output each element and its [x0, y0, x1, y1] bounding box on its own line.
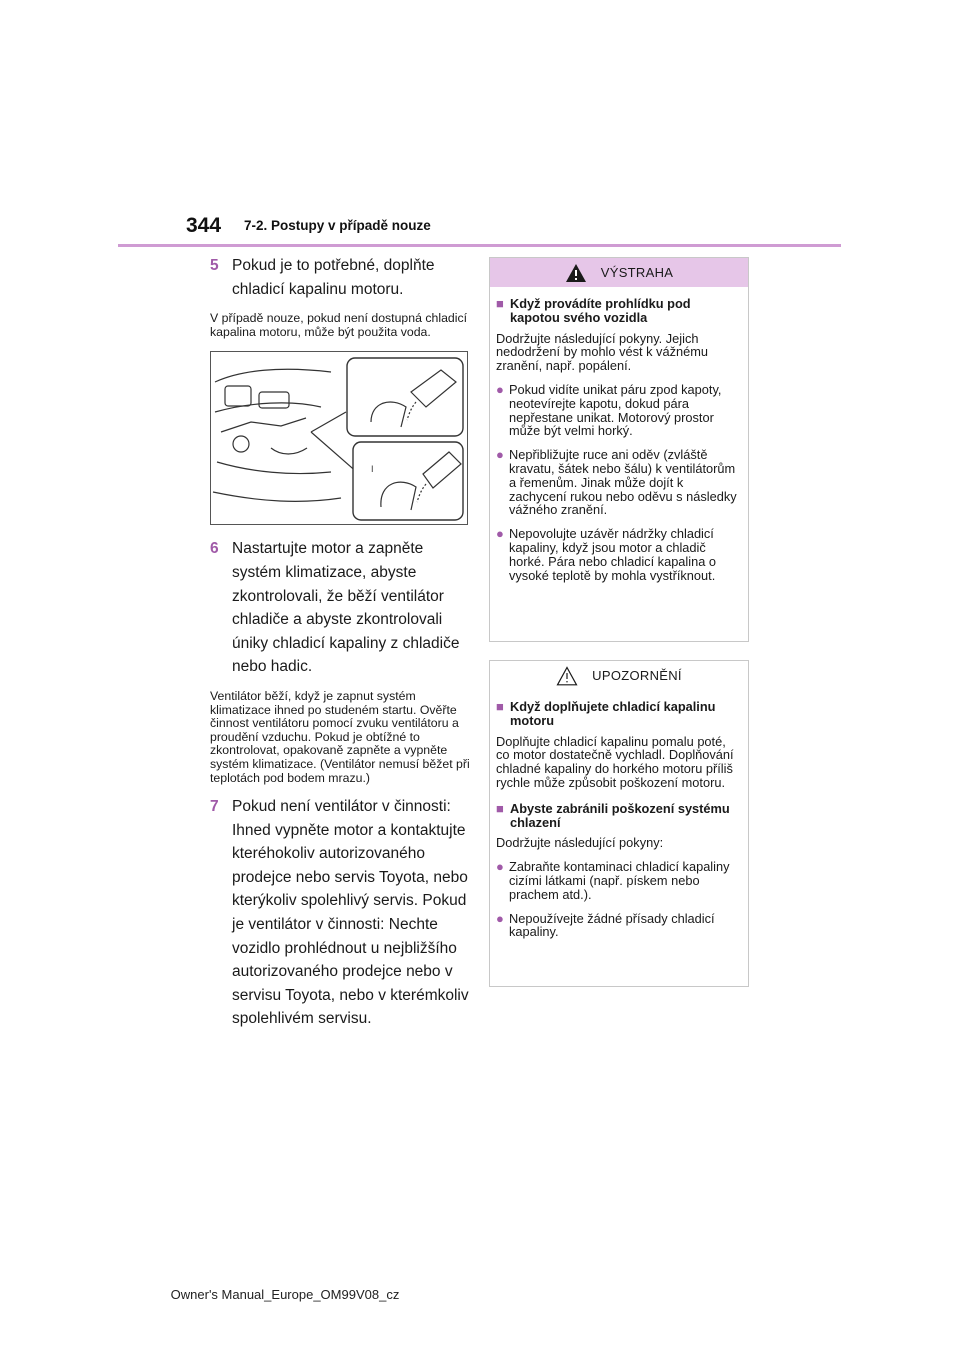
caution-triangle-icon	[556, 666, 578, 686]
square-bullet-icon: ■	[496, 699, 504, 714]
footer: Owner's Manual_Europe_OM99V08_cz	[170, 1287, 400, 1302]
round-bullet-icon: ●	[496, 381, 504, 397]
caution-paragraph: Dodržujte následující pokyny:	[496, 835, 664, 851]
step-number: 5	[210, 257, 219, 274]
warning-title: VÝSTRAHA	[600, 265, 674, 280]
caution-title: UPOZORNĚNÍ	[592, 668, 682, 683]
round-bullet-icon: ●	[496, 910, 504, 926]
round-bullet-icon: ●	[496, 859, 504, 875]
step-text: Pokud není ventilátor v činnosti: Ihned vypněte motor a kontaktujte kteréhokoliv autorizovaného prodejce nebo servis Toyota, nebo kterýkoliv spolehlivý servis. Pokud je ventilátor v činnosti: Nechte vozidlo prohlédnout u nejbližšího autorizovaného prodejce nebo v servisu Toyota, nebo v kterémkoliv spolehlivém servisu.	[232, 798, 469, 1028]
page-number: 344	[186, 214, 222, 237]
engine-bay-drawing	[211, 352, 467, 524]
step-5-note: V případě nouze, pokud není dostupná chladicí kapalina motoru, může být použita voda.	[210, 311, 468, 339]
instructions-column	[210, 254, 470, 1031]
round-bullet-icon: ●	[496, 447, 504, 463]
caution-header	[490, 661, 748, 690]
caution-subheading: ■ Když doplňujete chladicí kapalinu motoru	[496, 699, 716, 728]
step-text: Pokud je to potřebné, doplňte chladicí kapalinu motoru.	[232, 257, 435, 298]
caution-subheading: ■ Abyste zabránili poškození systému chlazení	[496, 800, 730, 830]
section-title: 7-2. Postupy v případě nouze	[244, 218, 431, 233]
step-text: Nastartujte motor a zapněte systém klimatizace, abyste zkontrolovali, že běží ventilátor chladiče a abyste zkontrolovali úniky chladicí kapaliny z chladiče nebo hadic.	[232, 540, 460, 676]
caution-item: ● Zabraňte kontaminaci chladicí kapaliny cizími látkami (např. pískem nebo prachem atd.).	[496, 859, 730, 902]
step-6-note: Ventilátor běží, když je zapnut systém klimatizace ihned po studeném startu. Ověřte činnost ventilátoru pomocí zvuku ventilátoru a proudění vzduchu. Pokud je obtížné to zkontrolovat, opakovaně zapněte a vypněte systém klimatizace. (Ventilátor nemusí běžet při teplotách pod bodem mrazu.)	[210, 688, 470, 785]
caution-item: ● Nepoužívejte žádné přísady chladicí kapaliny.	[496, 910, 715, 940]
warning-item: ● Nepovolujte uzávěr nádržky chladicí kapaliny, když jsou motor a chladič horké. Pára nebo chladicí kapalina o vysoké teplotě by mohla vystříknout.	[496, 526, 717, 583]
caution-box	[489, 660, 749, 987]
warning-header	[490, 258, 748, 287]
warning-triangle-icon	[565, 263, 587, 283]
square-bullet-icon: ■	[496, 800, 504, 816]
warning-box	[489, 257, 749, 642]
step-7	[210, 795, 470, 1031]
svg-text:I: I	[371, 464, 374, 475]
warning-intro: Dodržujte následující pokyny. Jejich nedodržení by mohlo vést k vážnému zranění, např. popálení.	[496, 330, 708, 374]
warning-item: ● Nepřibližujte ruce ani oděv (zvláště kravatu, šátek nebo šálu) k ventilátorům a řemenům. Jinak může dojít k zachycení rukou nebo oděvu s následky vážného zranění.	[496, 447, 737, 518]
round-bullet-icon: ●	[496, 526, 504, 542]
step-5	[210, 254, 470, 301]
warning-item: ● Pokud vidíte unikat páru zpod kapoty, neotevírejte kapotu, dokud pára nepřestane unikat. Motorový prostor může být velmi horký.	[496, 381, 722, 439]
coolant-refill-illustration	[210, 351, 468, 525]
step-number: 7	[210, 798, 219, 816]
header-rule	[118, 244, 841, 247]
step-6	[210, 537, 470, 679]
step-number: 6	[210, 540, 219, 558]
square-bullet-icon: ■	[496, 296, 504, 311]
warning-subheading: ■ Když provádíte prohlídku pod kapotou svého vozidla	[496, 296, 691, 325]
caution-paragraph: Doplňujte chladicí kapalinu pomalu poté, co motor dostatečně vychladl. Doplňování chladné kapaliny do horkého motoru příliš rychle může způsobit poškození motoru.	[496, 733, 734, 790]
